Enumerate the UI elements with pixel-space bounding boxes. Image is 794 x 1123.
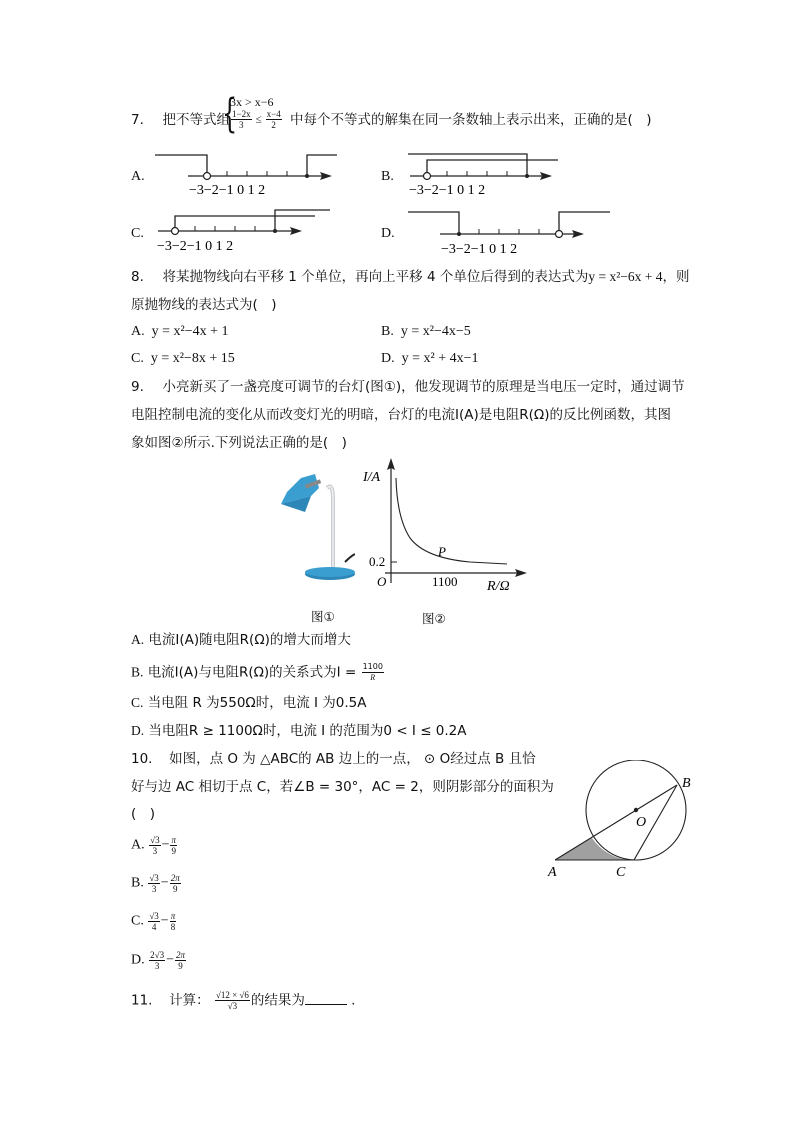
svg-text:O: O xyxy=(377,574,387,589)
inequality-1: 3x > x−6 xyxy=(230,95,274,109)
number-line-c xyxy=(150,207,340,257)
option-c: C. $\frac{√3}{4}$ − $\frac{\pi}{8}$ xyxy=(131,911,176,932)
svg-text:R/Ω: R/Ω xyxy=(487,579,510,593)
svg-text:0.2: 0.2 xyxy=(369,554,386,569)
option-a: A. y = x²−4x + 1 xyxy=(131,324,229,339)
circle-tangent-figure xyxy=(540,760,710,885)
inequality-2: $\frac{1-2x}{3}$ ≤ $\frac{x-4}{2}$ xyxy=(232,109,281,130)
svg-text:−3−2−1 0 1 2: −3−2−1 0 1 2 xyxy=(189,183,266,198)
number-line-d xyxy=(400,207,620,257)
svg-text:−3−2−1 0 1 2: −3−2−1 0 1 2 xyxy=(157,239,234,254)
option-d: D. 当电阻R ≥ 1100Ω时，电流 I 的范围为0 < I ≤ 0.2A xyxy=(131,723,467,739)
question-number: 8. xyxy=(131,269,144,285)
given-expression: y = x²−6x + 4 xyxy=(588,269,663,284)
svg-text:O: O xyxy=(636,815,647,830)
option-a: A. 电流I(A)随电阻R(Ω)的增大而增大 xyxy=(131,632,351,648)
svg-text:−3−2−1 0 1 2: −3−2−1 0 1 2 xyxy=(441,242,518,257)
option-d-label: D. xyxy=(381,226,395,241)
option-b-label: B. xyxy=(381,169,394,184)
inverse-proportion-graph xyxy=(355,458,530,593)
svg-text:A: A xyxy=(548,865,557,880)
option-a-label: A. xyxy=(131,169,145,184)
option-d: D. $\frac{2√3}{3}$ − $\frac{2\pi}{9}$ xyxy=(131,950,185,971)
svg-text:I/A: I/A xyxy=(363,470,381,485)
option-b: B. y = x²−4x−5 xyxy=(381,324,471,339)
question-number: 7. xyxy=(131,112,144,128)
svg-text:B: B xyxy=(682,776,691,791)
figure-2-caption: 图② xyxy=(422,611,446,626)
svg-text:P: P xyxy=(438,544,446,559)
figure-1-caption: 图① xyxy=(311,609,335,624)
option-b: B. $\frac{√3}{3}$ − $\frac{2\pi}{9}$ xyxy=(131,873,180,894)
question-number: 11. xyxy=(131,992,153,1009)
desk-lamp-image xyxy=(275,470,355,580)
svg-text:−3−2−1 0 1 2: −3−2−1 0 1 2 xyxy=(409,183,486,198)
option-d: D. y = x² + 4x−1 xyxy=(381,351,479,366)
question-suffix: 中每个不等式的解集在同一条数轴上表示出来，正确的是( ) xyxy=(290,112,652,128)
svg-text:1100: 1100 xyxy=(432,574,458,589)
svg-text:C: C xyxy=(616,865,626,880)
number-line-b xyxy=(400,150,570,200)
option-a: A. $\frac{√3}{3}$ − $\frac{\pi}{9}$ xyxy=(131,835,176,856)
option-c: C. y = x²−8x + 15 xyxy=(131,351,235,366)
number-line-a xyxy=(150,150,340,200)
option-c-label: C. xyxy=(131,226,144,241)
question-prefix: 把不等式组 xyxy=(162,112,230,128)
question-number: 9. xyxy=(131,379,144,395)
option-c: C. 当电阻 R 为550Ω时，电流 I 为0.5A xyxy=(131,695,367,711)
question-number: 10. xyxy=(131,751,153,767)
option-b: B. 电流I(A)与电阻R(Ω)的关系式为I = $\frac{1100}{R}$ xyxy=(131,662,383,682)
exam-page: 7. 把不等式组 { 3x > x−6 $\frac{1-2x}{3}$ ≤ $\frac{x-4}{2}$ 中每个不等式的解集在同一条数轴上表示出来，正确的是( ) A. −3−2−1 0 1 2 B. −3−2−1 0 1 2 C. −3−2−1 0 1 2 D. −3−2−1 0 1 2 8. 将某抛物线向右平移 1 个单位，再向上平移 4 个单位后得到的表达式为y = x²−6x + 4，则 原抛物线的表达式为( ) A. y = x²−4x + 1 B. y = x²−4x−5 C. y = x²−8x + 15 D. y = x² + 4x−1 9. 小亮新买了一盏亮度可调节的台灯(图①)，他发现调节的原理是当电压一定时，通过调节 电阻控制电流的变化从而改变灯光的明暗，台灯的电流I(A)是电阻R(Ω)的反比例函数，其图 象如图②所示.下列说法正确的是( ) I/A 0.2 O 1100 R/Ω P 图① 图② A. 电流I(A)随电阻R(Ω)的增大而增大 B. 电流I(A)与电阻R(Ω)的关系式为I = $\frac{1100}{R}$ C. 当电阻 R 为550Ω时，电流 I 为0.5A D. 当电阻R ≥ 1100Ω时，电流 I 的范围为0 < I ≤ 0.2A 10. 如图，点 O 为 △ABC的 AB 边上的一点， ⊙ O经过点 B 且恰 好与边 AC 相切于点 C，若∠B = 30°，AC = 2，则阴影部分的面积为 ( ) B O A C A. $\frac{√3}{3}$ − $\frac{\pi}{9}$ B. $\frac{√3}{3}$ − $\frac{2\pi}{9}$ C. $\frac{√3}{4}$ − $\frac{\pi}{8}$ D. $\frac{2√3}{3}$ − $\frac{2\pi}{9}$ 11. 计算： $\frac{√12 \times √6}{√3}$ 的结果为 . xyxy=(0,0,794,1123)
system-brace: { xyxy=(222,91,238,137)
answer-blank[interactable] xyxy=(305,992,347,1005)
